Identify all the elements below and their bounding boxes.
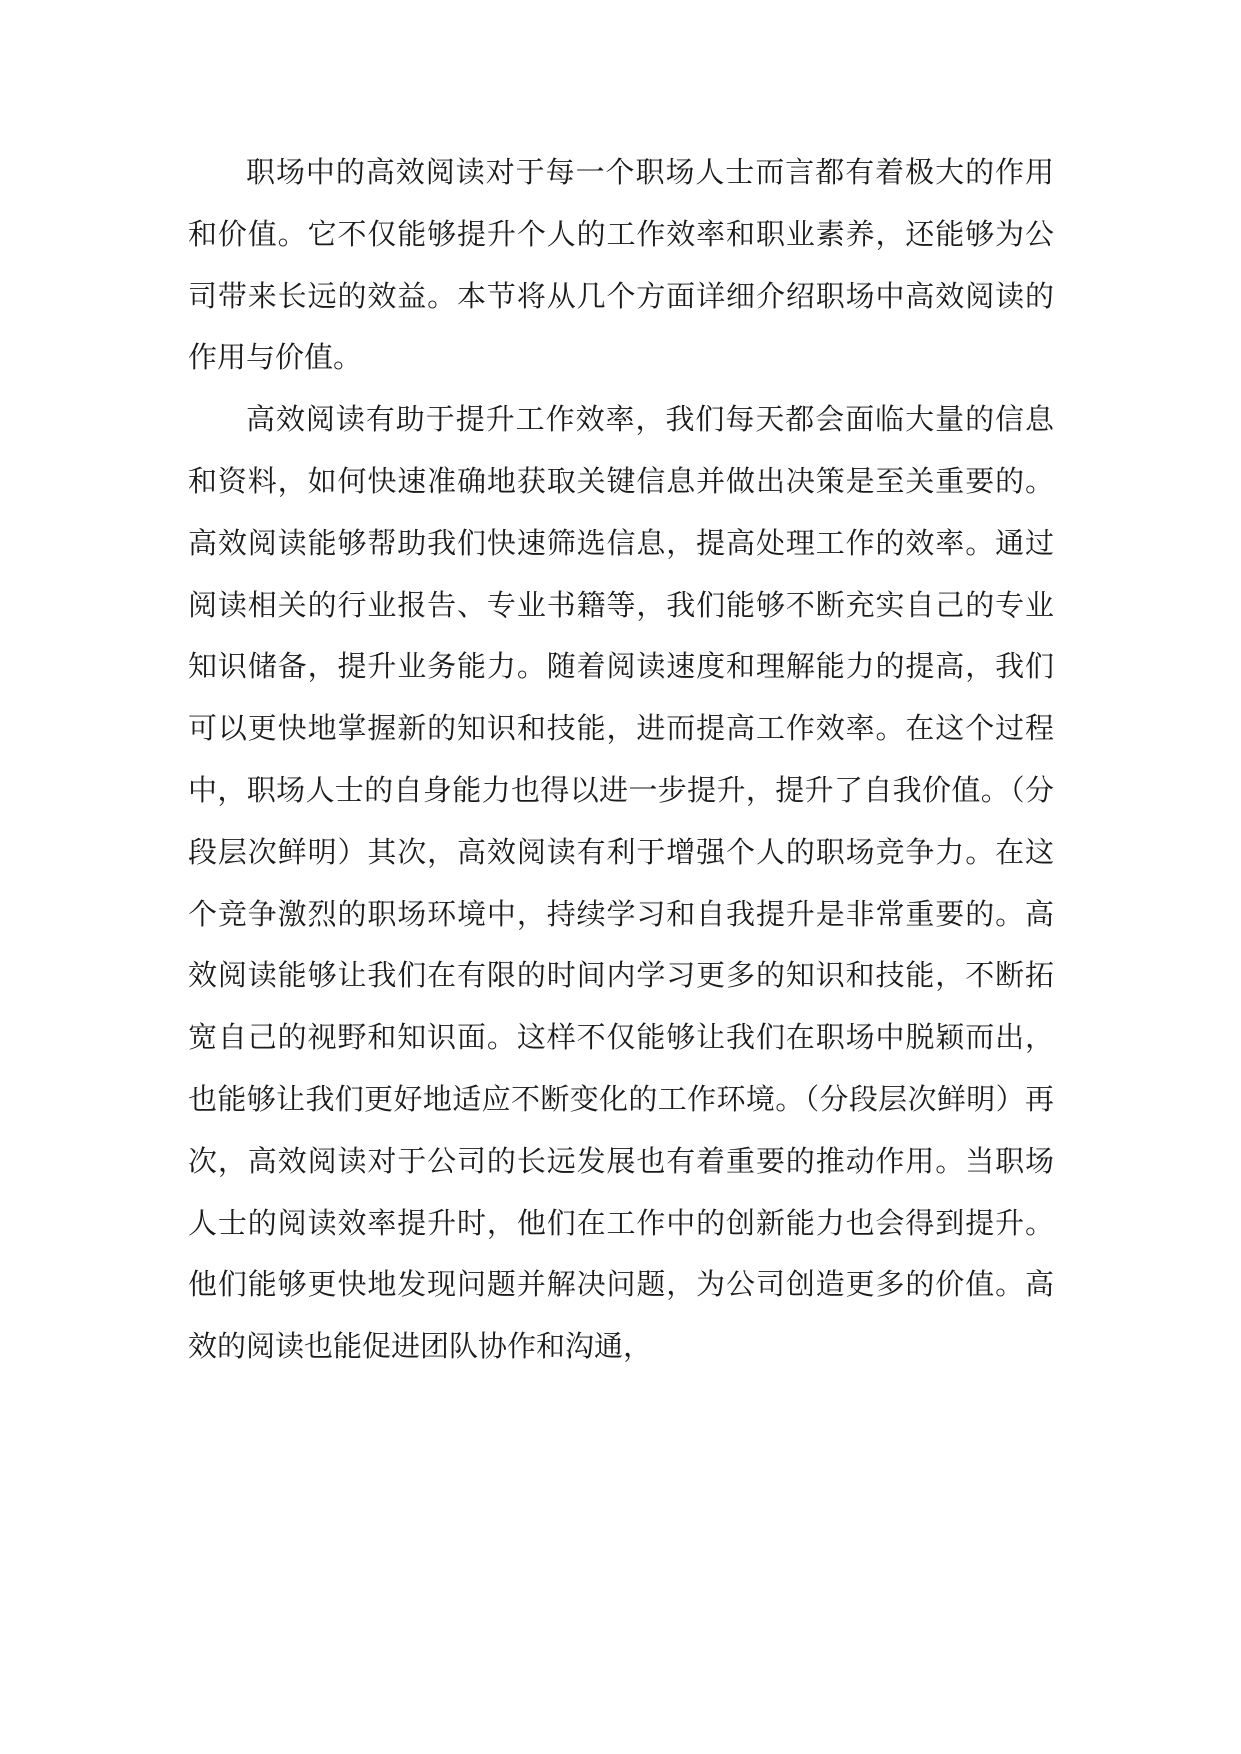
body-text — [188, 142, 1054, 1378]
paragraph-1: 职场中的高效阅读对于每一个职场人士而言都有着极大的作用和价值。它不仅能够提升个人的工作效率和职业素养，还能够为公司带来长远的效益。本节将从几个方面详细介绍职场中高效阅读的作用与价值。 — [188, 155, 1054, 375]
paragraph-2: 高效阅读有助于提升工作效率，我们每天都会面临大量的信息和资料，如何快速准确地获取关键信息并做出决策是至关重要的。高效阅读能够帮助我们快速筛选信息，提高处理工作的效率。通过阅读相关的行业报告、专业书籍等，我们能够不断充实自己的专业知识储备，提升业务能力。随着阅读速度和理解能力的提高，我们可以更快地掌握新的知识和技能，进而提高工作效率。在这个过程中，职场人士的自身能力也得以进一步提升，提升了自我价值。（分段层次鲜明）其次，高效阅读有利于增强个人的职场竞争力。在这个竞争激烈的职场环境中，持续学习和自我提升是非常重要的。高效阅读能够让我们在有限的时间内学习更多的知识和技能，不断拓宽自己的视野和知识面。这样不仅能够让我们在职场中脱颖而出，也能够让我们更好地适应不断变化的工作环境。（分段层次鲜明）再次，高效阅读对于公司的长远发展也有着重要的推动作用。当职场人士的阅读效率提升时，他们在工作中的创新能力也会得到提升。他们能够更快地发现问题并解决问题，为公司创造更多的价值。高效的阅读也能促进团队协作和沟通， — [188, 402, 1054, 1364]
